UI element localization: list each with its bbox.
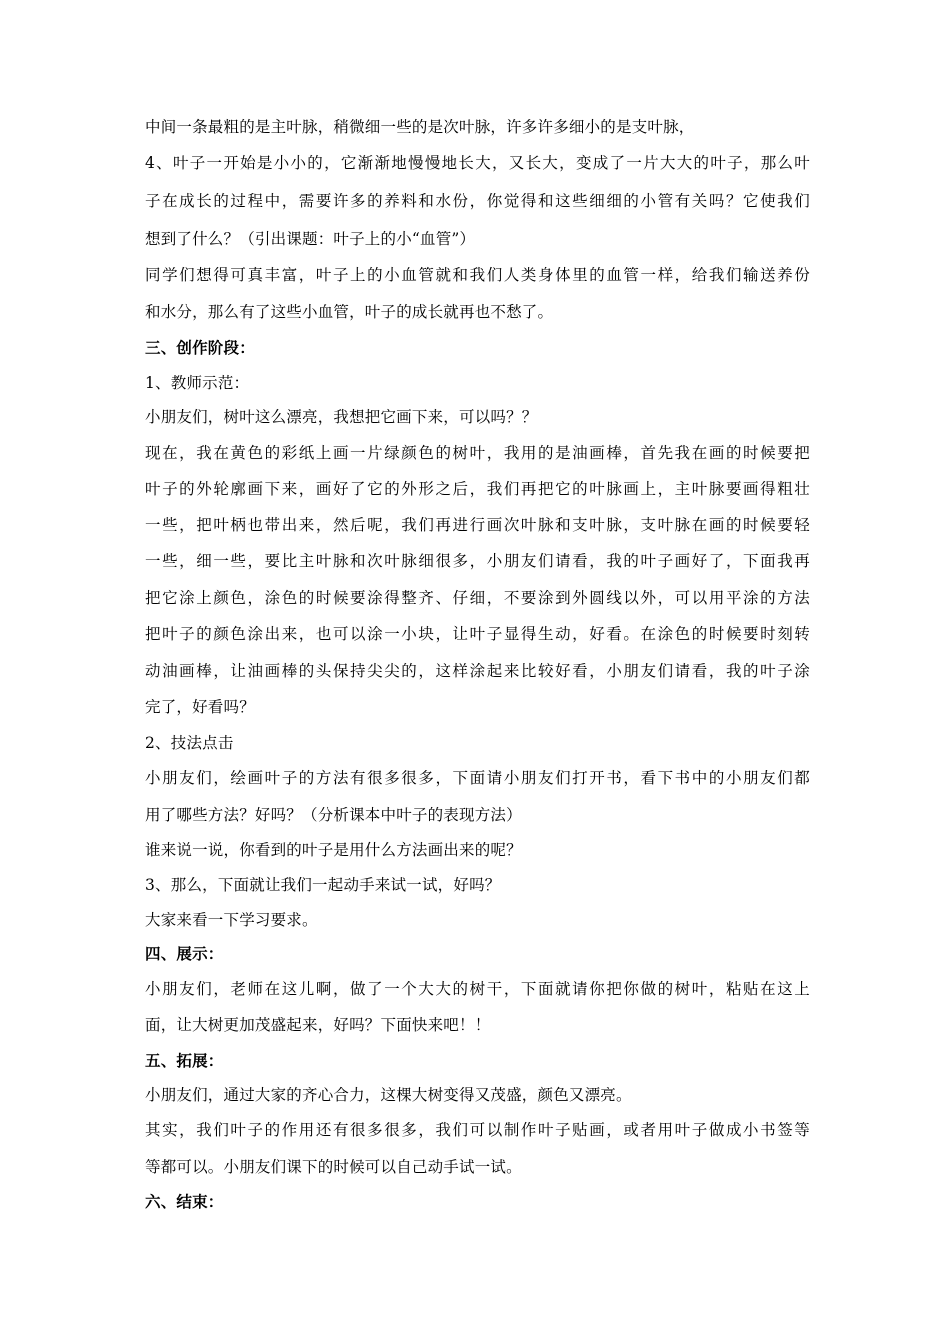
text-line: 现在，我在黄色的彩纸上画一片绿颜色的树叶，我用的是油画棒，首先我在画的时候要把 (145, 444, 810, 462)
text-line: 4、叶子一开始是小小的，它渐渐地慢慢地长大，又长大，变成了一片大大的叶子，那么叶 (145, 154, 810, 172)
text-line: 动油画棒，让油画棒的头保持尖尖的，这样涂起来比较好看，小朋友们请看，我的叶子涂 (145, 662, 810, 680)
text-line: 一些，细一些，要比主叶脉和次叶脉细很多，小朋友们请看，我的叶子画好了，下面我再 (145, 552, 810, 570)
text-line: 叶子的外轮廓画下来，画好了它的外形之后，我们再把它的叶脉画上，主叶脉要画得粗壮 (145, 480, 810, 498)
text-line: 小朋友们，绘画叶子的方法有很多很多，下面请小朋友们打开书，看下书中的小朋友们都 (145, 769, 810, 787)
text-line: 1、教师示范： (145, 374, 250, 392)
text-line: 子在成长的过程中，需要许多的养料和水份，你觉得和这些细细的小管有关吗？它使我们 (145, 192, 810, 210)
text-line: 同学们想得可真丰富，叶子上的小血管就和我们人类身体里的血管一样，给我们输送养份 (145, 266, 810, 284)
text-line: 中间一条最粗的是主叶脉，稍微细一些的是次叶脉，许多许多细小的是支叶脉， (145, 118, 695, 136)
text-line: 小朋友们，老师在这儿啊，做了一个大大的树干，下面就请你把你做的树叶，粘贴在这上 (145, 980, 810, 998)
section-heading: 五、拓展： (145, 1052, 224, 1070)
text-line: 2、技法点击 (145, 734, 234, 752)
text-line: 想到了什么？（引出课题：叶子上的小“血管”） (145, 230, 476, 248)
text-line: 把叶子的颜色涂出来，也可以涂一小块，让叶子显得生动，好看。在涂色的时候要时刻转 (145, 625, 810, 643)
section-heading: 四、展示： (145, 945, 224, 963)
text-line: 把它涂上颜色，涂色的时候要涂得整齐、仔细，不要涂到外圆线以外，可以用平涂的方法 (145, 589, 810, 607)
text-line: 面，让大树更加茂盛起来，好吗？下面快来吧！！ (145, 1016, 491, 1034)
text-line: 3、那么，下面就让我们一起动手来试一试，好吗？ (145, 876, 501, 894)
section-heading: 三、创作阶段： (145, 339, 255, 357)
text-line: 和水分，那么有了这些小血管，叶子的成长就再也不愁了。 (145, 303, 554, 321)
section-heading: 六、结束： (145, 1193, 224, 1211)
text-line: 完了，好看吗？ (145, 698, 255, 716)
text-line: 小朋友们，通过大家的齐心合力，这棵大树变得又茂盛，颜色又漂亮。 (145, 1086, 632, 1104)
text-line: 大家来看一下学习要求。 (145, 911, 318, 929)
text-line: 一些，把叶柄也带出来，然后呢，我们再进行画次叶脉和支叶脉，支叶脉在画的时候要轻 (145, 516, 810, 534)
text-line: 其实，我们叶子的作用还有很多很多，我们可以制作叶子贴画，或者用叶子做成小书签等 (145, 1121, 810, 1139)
text-line: 谁来说一说，你看到的叶子是用什么方法画出来的呢？ (145, 841, 522, 859)
text-line: 等都可以。小朋友们课下的时候可以自己动手试一试。 (145, 1158, 522, 1176)
text-line: 用了哪些方法？好吗？（分析课本中叶子的表现方法） (145, 806, 522, 824)
text-line: 小朋友们，树叶这么漂亮，我想把它画下来，可以吗？？ (145, 408, 538, 426)
